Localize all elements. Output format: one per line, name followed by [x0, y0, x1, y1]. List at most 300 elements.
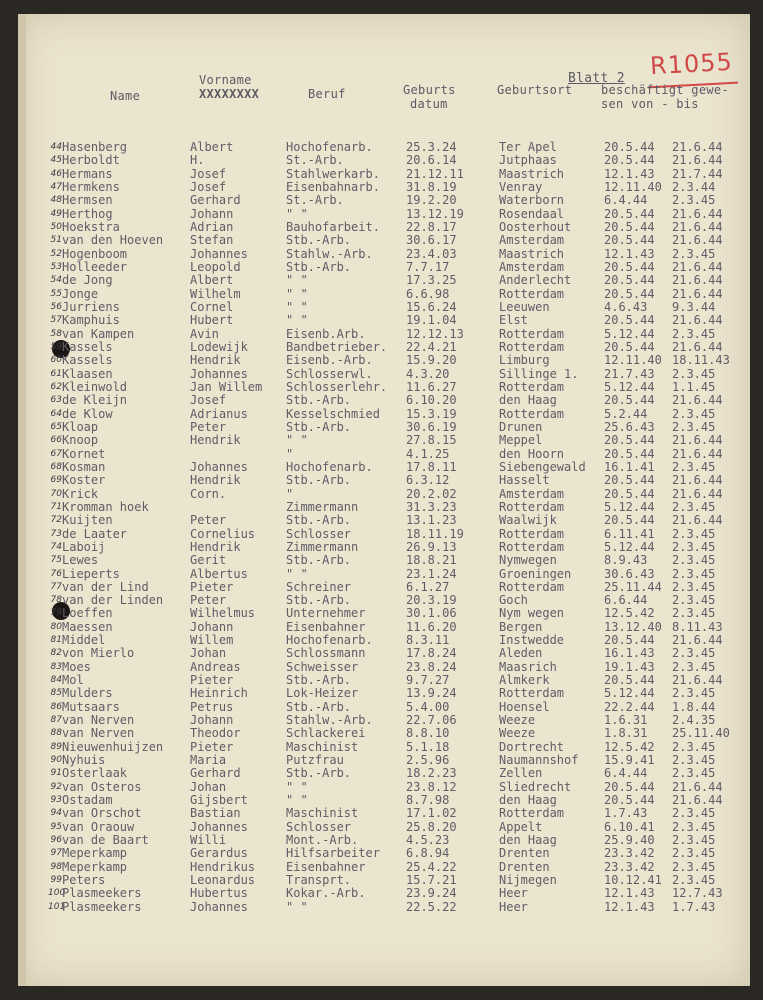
row-name: Krick: [62, 486, 99, 501]
row-geburtsort: Waterborn: [499, 193, 565, 208]
row-beschaeftigt-bis: 2.3.45: [672, 419, 716, 434]
table-row: [18, 221, 750, 234]
row-beruf: Stb.-Arb.: [286, 393, 352, 408]
row-beruf: Stb.-Arb.: [286, 259, 352, 274]
row-beruf: Maschinist: [286, 739, 359, 754]
table-row: [18, 834, 750, 847]
row-beruf: Hochofenarb.: [286, 459, 373, 474]
row-number: 80: [50, 621, 62, 632]
row-geburtsdatum: 12.12.13: [406, 326, 464, 341]
row-beschaeftigt-von: 20.5.44: [604, 633, 655, 648]
row-beruf: Putzfrau: [286, 753, 344, 768]
row-name: van Oraouw: [62, 819, 135, 834]
row-number: 57: [50, 315, 62, 326]
row-name: van Nerven: [62, 726, 135, 741]
table-row: [18, 514, 750, 527]
table-row: [18, 208, 750, 221]
row-beschaeftigt-bis: 1.1.45: [672, 379, 716, 394]
table-row: [18, 674, 750, 687]
row-beruf: Lok-Heizer: [286, 686, 359, 701]
row-geburtsort: den Haag: [499, 393, 557, 408]
row-beruf: Stb.-Arb.: [286, 593, 352, 608]
row-geburtsort: Nym wegen: [499, 606, 565, 621]
row-name: von Mierlo: [62, 646, 135, 661]
row-geburtsdatum: 17.1.02: [406, 806, 457, 821]
row-number: 44: [50, 142, 62, 152]
row-geburtsdatum: 23.4.03: [406, 246, 457, 261]
row-vorname: Johannes: [190, 246, 248, 261]
row-beschaeftigt-bis: 21.6.44: [672, 393, 723, 408]
table-row: [18, 288, 750, 301]
row-number: 66: [50, 435, 62, 446]
row-beschaeftigt-von: 12.11.40: [604, 353, 662, 368]
row-geburtsort: Rotterdam: [499, 579, 565, 594]
row-beruf: " ": [286, 793, 308, 808]
row-beruf: ": [286, 486, 294, 501]
row-geburtsdatum: 13.1.23: [406, 513, 457, 528]
row-name: Kleinwold: [62, 379, 128, 394]
row-geburtsdatum: 15.7.21: [406, 873, 457, 888]
row-number: 78: [50, 595, 62, 606]
row-beschaeftigt-von: 20.5.44: [604, 486, 655, 501]
table-row: [18, 154, 750, 167]
row-vorname: Avin: [190, 326, 219, 341]
row-geburtsdatum: 18.11.19: [406, 526, 464, 541]
row-geburtsort: Heer: [499, 886, 528, 901]
row-beschaeftigt-bis: 18.11.43: [672, 353, 730, 368]
row-beruf: Schreiner: [286, 579, 352, 594]
row-geburtsort: Anderlecht: [499, 273, 572, 288]
row-name: van der Lind: [62, 579, 149, 594]
row-geburtsort: Waalwijk: [499, 513, 557, 528]
row-beschaeftigt-von: 5.12.44: [604, 539, 655, 554]
row-beschaeftigt-von: 15.9.41: [604, 753, 655, 768]
row-geburtsort: Oosterhout: [499, 219, 572, 234]
row-beschaeftigt-bis: 21.6.44: [672, 259, 723, 274]
row-number: 89: [50, 741, 62, 752]
row-number: 49: [50, 208, 62, 219]
row-beschaeftigt-von: 25.6.43: [604, 419, 655, 434]
row-beschaeftigt-von: 20.5.44: [604, 140, 655, 154]
table-row: [18, 394, 750, 407]
row-vorname: Hendrik: [190, 473, 241, 488]
row-beruf: Stb.-Arb.: [286, 673, 352, 688]
row-beruf: Stb.-Arb.: [286, 553, 352, 568]
row-beruf: " ": [286, 899, 308, 914]
row-beschaeftigt-bis: 21.6.44: [672, 779, 723, 794]
header-beschaeftigt-2: sen von - bis: [601, 97, 699, 111]
row-number: 53: [50, 261, 62, 272]
row-name: Jurriens: [62, 299, 120, 314]
table-row: [18, 248, 750, 261]
row-beschaeftigt-bis: 2.3.45: [672, 873, 716, 888]
row-beschaeftigt-bis: 21.6.44: [672, 513, 723, 528]
row-name: Kamphuis: [62, 313, 120, 328]
row-geburtsort: Amsterdam: [499, 233, 565, 248]
row-beschaeftigt-bis: 25.11.40: [672, 726, 730, 741]
table-row: [18, 661, 750, 674]
row-beschaeftigt-bis: 21.6.44: [672, 153, 723, 168]
row-geburtsdatum: 4.3.20: [406, 366, 450, 381]
row-name: Lewes: [62, 553, 99, 568]
row-vorname: Hendrik: [190, 539, 241, 554]
row-vorname: Hendrikus: [190, 859, 256, 874]
row-name: de Kleijn: [62, 393, 128, 408]
row-geburtsort: Nymwegen: [499, 553, 557, 568]
row-geburtsdatum: 8.3.11: [406, 633, 450, 648]
row-vorname: Johan: [190, 646, 227, 661]
row-geburtsdatum: 7.7.17: [406, 259, 450, 274]
row-number: 61: [50, 368, 62, 379]
row-beruf: Schlackerei: [286, 726, 366, 741]
row-beschaeftigt-von: 1.8.31: [604, 726, 648, 741]
row-vorname: Willem: [190, 633, 234, 648]
table-row: [18, 461, 750, 474]
row-beschaeftigt-von: 20.5.44: [604, 433, 655, 448]
row-beschaeftigt-bis: 21.6.44: [672, 473, 723, 488]
row-geburtsdatum: 20.3.19: [406, 593, 457, 608]
row-beschaeftigt-von: 25.9.40: [604, 833, 655, 848]
row-beschaeftigt-bis: 2.3.45: [672, 646, 716, 661]
row-beschaeftigt-bis: 21.6.44: [672, 673, 723, 688]
table-row: [18, 274, 750, 287]
row-geburtsort: Bergen: [499, 619, 543, 634]
table-row: [18, 541, 750, 554]
row-geburtsdatum: 15.6.24: [406, 299, 457, 314]
row-geburtsdatum: 19.2.20: [406, 193, 457, 208]
row-beschaeftigt-von: 12.1.43: [604, 166, 655, 181]
table-row: [18, 421, 750, 434]
table-row: [18, 794, 750, 807]
row-number: 69: [50, 475, 62, 486]
row-number: 81: [50, 635, 62, 646]
row-name: Hasenberg: [62, 140, 128, 154]
row-geburtsdatum: 13.9.24: [406, 686, 457, 701]
row-vorname: Bastian: [190, 806, 241, 821]
row-beschaeftigt-bis: 8.11.43: [672, 619, 723, 634]
table-row: [18, 727, 750, 740]
row-beschaeftigt-von: 20.5.44: [604, 219, 655, 234]
row-name: Moes: [62, 659, 91, 674]
row-geburtsort: Weeze: [499, 713, 536, 728]
row-number: 96: [50, 835, 62, 846]
header-geburtsdatum-1: Geburts: [403, 83, 456, 97]
row-vorname: Andreas: [190, 659, 241, 674]
row-beruf: " ": [286, 313, 308, 328]
table-row: [18, 141, 750, 154]
row-name: Holleeder: [62, 259, 128, 274]
row-beschaeftigt-bis: 2.3.45: [672, 459, 716, 474]
header-geburtsort: Geburtsort: [497, 83, 573, 97]
row-beruf: Stahlw.-Arb.: [286, 713, 373, 728]
row-geburtsdatum: 5.1.18: [406, 739, 450, 754]
row-name: Kassels: [62, 353, 113, 368]
row-number: 63: [50, 395, 62, 406]
header-vorname: Vorname: [199, 73, 252, 87]
row-geburtsdatum: 8.7.98: [406, 793, 450, 808]
row-vorname: Albertus: [190, 566, 248, 581]
row-beruf: Eisenbahner: [286, 859, 366, 874]
row-beruf: St.-Arb.: [286, 153, 344, 168]
table-row: [18, 901, 750, 914]
table-row: [18, 381, 750, 394]
row-geburtsdatum: 13.12.19: [406, 206, 464, 221]
row-geburtsort: Maastrich: [499, 166, 565, 181]
row-geburtsdatum: 18.2.23: [406, 766, 457, 781]
row-beschaeftigt-von: 20.5.44: [604, 233, 655, 248]
row-vorname: Cornelius: [190, 526, 256, 541]
row-beschaeftigt-von: 12.1.43: [604, 246, 655, 261]
row-name: Mol: [62, 673, 84, 688]
row-number: 87: [50, 715, 62, 726]
row-number: 58: [50, 328, 62, 339]
table-row: [18, 874, 750, 887]
row-number: 72: [50, 515, 62, 526]
row-beschaeftigt-bis: 2.3.45: [672, 766, 716, 781]
row-geburtsdatum: 15.3.19: [406, 406, 457, 421]
row-name: van de Baart: [62, 833, 149, 848]
row-vorname: Maria: [190, 753, 227, 768]
row-beschaeftigt-bis: 2.3.45: [672, 753, 716, 768]
row-beruf: Schlossmann: [286, 646, 366, 661]
row-beschaeftigt-von: 5.12.44: [604, 686, 655, 701]
row-vorname: Hendrik: [190, 433, 241, 448]
row-beschaeftigt-bis: 21.6.44: [672, 633, 723, 648]
row-beschaeftigt-bis: 2.3.45: [672, 846, 716, 861]
row-geburtsdatum: 9.7.27: [406, 673, 450, 688]
row-number: 86: [50, 701, 62, 712]
row-geburtsdatum: 23.8.24: [406, 659, 457, 674]
row-geburtsort: den Haag: [499, 833, 557, 848]
row-beschaeftigt-bis: 2.3.45: [672, 499, 716, 514]
row-vorname: Hubert: [190, 313, 234, 328]
row-beruf: Stb.-Arb.: [286, 419, 352, 434]
row-geburtsdatum: 2.5.96: [406, 753, 450, 768]
row-geburtsdatum: 23.9.24: [406, 886, 457, 901]
row-beschaeftigt-bis: 2.3.45: [672, 526, 716, 541]
row-geburtsdatum: 4.1.25: [406, 446, 450, 461]
row-vorname: Heinrich: [190, 686, 248, 701]
row-name: de Jong: [62, 273, 113, 288]
table-row: [18, 568, 750, 581]
row-geburtsdatum: 21.12.11: [406, 166, 464, 181]
row-beschaeftigt-von: 10.12.41: [604, 873, 662, 888]
row-beschaeftigt-von: 23.3.42: [604, 846, 655, 861]
row-beruf: Eisenb.Arb.: [286, 326, 366, 341]
row-beschaeftigt-bis: 2.3.45: [672, 833, 716, 848]
row-beschaeftigt-bis: 2.3.45: [672, 366, 716, 381]
register-table: [18, 141, 750, 914]
row-name: Kuijten: [62, 513, 113, 528]
row-geburtsdatum: 25.8.20: [406, 819, 457, 834]
row-beschaeftigt-von: 6.6.44: [604, 593, 648, 608]
row-number: 101: [48, 901, 66, 912]
row-beruf: Stb.-Arb.: [286, 513, 352, 528]
row-name: de Laater: [62, 526, 128, 541]
row-beschaeftigt-bis: 21.6.44: [672, 793, 723, 808]
row-number: 51: [50, 235, 62, 246]
row-beschaeftigt-bis: 21.6.44: [672, 313, 723, 328]
row-number: 60: [50, 355, 62, 366]
row-number: 48: [50, 195, 62, 206]
row-vorname: Petrus: [190, 699, 234, 714]
row-beruf: " ": [286, 299, 308, 314]
handwritten-reference: R1055: [649, 47, 734, 81]
row-beschaeftigt-von: 1.7.43: [604, 806, 648, 821]
table-row: [18, 434, 750, 447]
row-beschaeftigt-von: 1.6.31: [604, 713, 648, 728]
row-geburtsort: Heer: [499, 899, 528, 914]
row-number: 76: [50, 568, 62, 579]
row-beschaeftigt-von: 20.5.44: [604, 513, 655, 528]
row-name: van den Hoeven: [62, 233, 164, 248]
row-name: Maessen: [62, 619, 113, 634]
row-name: Klaasen: [62, 366, 113, 381]
row-beschaeftigt-von: 12.5.42: [604, 606, 655, 621]
table-row: [18, 594, 750, 607]
row-name: Koster: [62, 473, 106, 488]
row-geburtsort: Rotterdam: [499, 499, 565, 514]
row-number: 75: [50, 555, 62, 566]
row-beschaeftigt-von: 5.2.44: [604, 406, 648, 421]
row-beschaeftigt-von: 20.5.44: [604, 393, 655, 408]
row-beschaeftigt-bis: 21.6.44: [672, 286, 723, 301]
row-name: Hermkens: [62, 179, 120, 194]
row-number: 93: [50, 795, 62, 806]
row-number: 74: [50, 541, 62, 552]
row-beschaeftigt-von: 6.4.44: [604, 193, 648, 208]
row-number: 98: [50, 861, 62, 872]
row-beruf: Eisenbahnarb.: [286, 179, 380, 194]
row-number: 92: [50, 781, 62, 792]
row-vorname: Johann: [190, 619, 234, 634]
header-geburtsdatum-2: datum: [410, 97, 448, 111]
row-vorname: Peter: [190, 513, 227, 528]
row-beschaeftigt-bis: 2.3.45: [672, 553, 716, 568]
row-beschaeftigt-von: 20.5.44: [604, 259, 655, 274]
row-geburtsdatum: 30.6.17: [406, 233, 457, 248]
row-geburtsort: Hoensel: [499, 699, 550, 714]
row-name: Ostadam: [62, 793, 113, 808]
row-geburtsdatum: 23.8.12: [406, 779, 457, 794]
row-geburtsdatum: 22.4.21: [406, 339, 457, 354]
row-geburtsort: den Haag: [499, 793, 557, 808]
row-geburtsdatum: 6.6.98: [406, 286, 450, 301]
row-vorname: Wilhelmus: [190, 606, 256, 621]
row-vorname: Jan Willem: [190, 379, 263, 394]
row-number: 100: [48, 888, 66, 899]
row-beruf: Zimmermann: [286, 539, 359, 554]
row-vorname: Johann: [190, 206, 234, 221]
row-vorname: Gerardus: [190, 846, 248, 861]
table-row: [18, 821, 750, 834]
row-name: Plasmeekers: [62, 899, 142, 914]
row-vorname: Pieter: [190, 579, 234, 594]
table-row: [18, 647, 750, 660]
row-vorname: Cornel: [190, 299, 234, 314]
row-number: 77: [50, 581, 62, 592]
row-beruf: Eisenbahner: [286, 619, 366, 634]
row-vorname: Johan: [190, 779, 227, 794]
row-geburtsdatum: 22.5.22: [406, 899, 457, 914]
row-vorname: Stefan: [190, 233, 234, 248]
table-row: [18, 301, 750, 314]
row-geburtsort: Siebengewald: [499, 459, 586, 474]
row-geburtsdatum: 18.8.21: [406, 553, 457, 568]
row-beschaeftigt-bis: 2.3.44: [672, 179, 716, 194]
row-name: Meperkamp: [62, 859, 128, 874]
row-beschaeftigt-von: 12.11.40: [604, 179, 662, 194]
row-name: Herboldt: [62, 153, 120, 168]
row-number: 67: [50, 448, 62, 459]
table-row: [18, 714, 750, 727]
row-beruf: Bauhofarbeit.: [286, 219, 380, 234]
row-name: Plasmeekers: [62, 886, 142, 901]
row-number: 56: [50, 301, 62, 312]
row-beschaeftigt-bis: 2.3.45: [672, 819, 716, 834]
table-row: [18, 368, 750, 381]
row-name: Middel: [62, 633, 106, 648]
row-geburtsdatum: 4.5.23: [406, 833, 450, 848]
table-row: [18, 754, 750, 767]
row-vorname: Pieter: [190, 673, 234, 688]
row-beschaeftigt-bis: 1.7.43: [672, 899, 716, 914]
row-geburtsort: Appelt: [499, 819, 543, 834]
table-row: [18, 847, 750, 860]
row-beschaeftigt-bis: 2.3.45: [672, 326, 716, 341]
table-row: [18, 501, 750, 514]
row-beschaeftigt-von: 6.11.41: [604, 526, 655, 541]
row-geburtsort: Meppel: [499, 433, 543, 448]
row-beruf: Schweisser: [286, 659, 359, 674]
row-beschaeftigt-von: 20.5.44: [604, 779, 655, 794]
row-name: Nieuwenhuijzen: [62, 739, 164, 754]
row-name: Meperkamp: [62, 846, 128, 861]
table-row: [18, 554, 750, 567]
row-geburtsort: den Hoorn: [499, 446, 565, 461]
row-geburtsdatum: 6.8.94: [406, 846, 450, 861]
row-number: 79: [50, 608, 62, 619]
row-name: Mutsaars: [62, 699, 120, 714]
row-beschaeftigt-von: 20.5.44: [604, 153, 655, 168]
header-beschaeftigt-1: beschäftigt gewe-: [601, 83, 729, 97]
row-geburtsdatum: 6.1.27: [406, 579, 450, 594]
row-beschaeftigt-bis: 21.6.44: [672, 486, 723, 501]
table-row: [18, 861, 750, 874]
row-geburtsort: Drunen: [499, 419, 543, 434]
row-beschaeftigt-von: 5.12.44: [604, 326, 655, 341]
row-beruf: Bandbetrieber.: [286, 339, 388, 354]
row-beschaeftigt-von: 20.5.44: [604, 793, 655, 808]
row-beruf: Maschinist: [286, 806, 359, 821]
table-row: [18, 261, 750, 274]
row-name: Knoop: [62, 433, 99, 448]
row-geburtsort: Groeningen: [499, 566, 572, 581]
row-geburtsort: Dortrecht: [499, 739, 565, 754]
header-vorname-strikeout: XXXXXXXX: [199, 87, 260, 101]
row-beruf: " ": [286, 273, 308, 288]
row-vorname: Johannes: [190, 819, 248, 834]
row-number: 55: [50, 288, 62, 299]
table-row: [18, 168, 750, 181]
row-beruf: Schlosserlehr.: [286, 379, 388, 394]
row-beschaeftigt-von: 30.6.43: [604, 566, 655, 581]
row-beschaeftigt-bis: 2.3.45: [672, 593, 716, 608]
row-vorname: Hendrik: [190, 353, 241, 368]
row-geburtsort: Almkerk: [499, 673, 550, 688]
row-geburtsdatum: 26.9.13: [406, 539, 457, 554]
row-beruf: Unternehmer: [286, 606, 366, 621]
